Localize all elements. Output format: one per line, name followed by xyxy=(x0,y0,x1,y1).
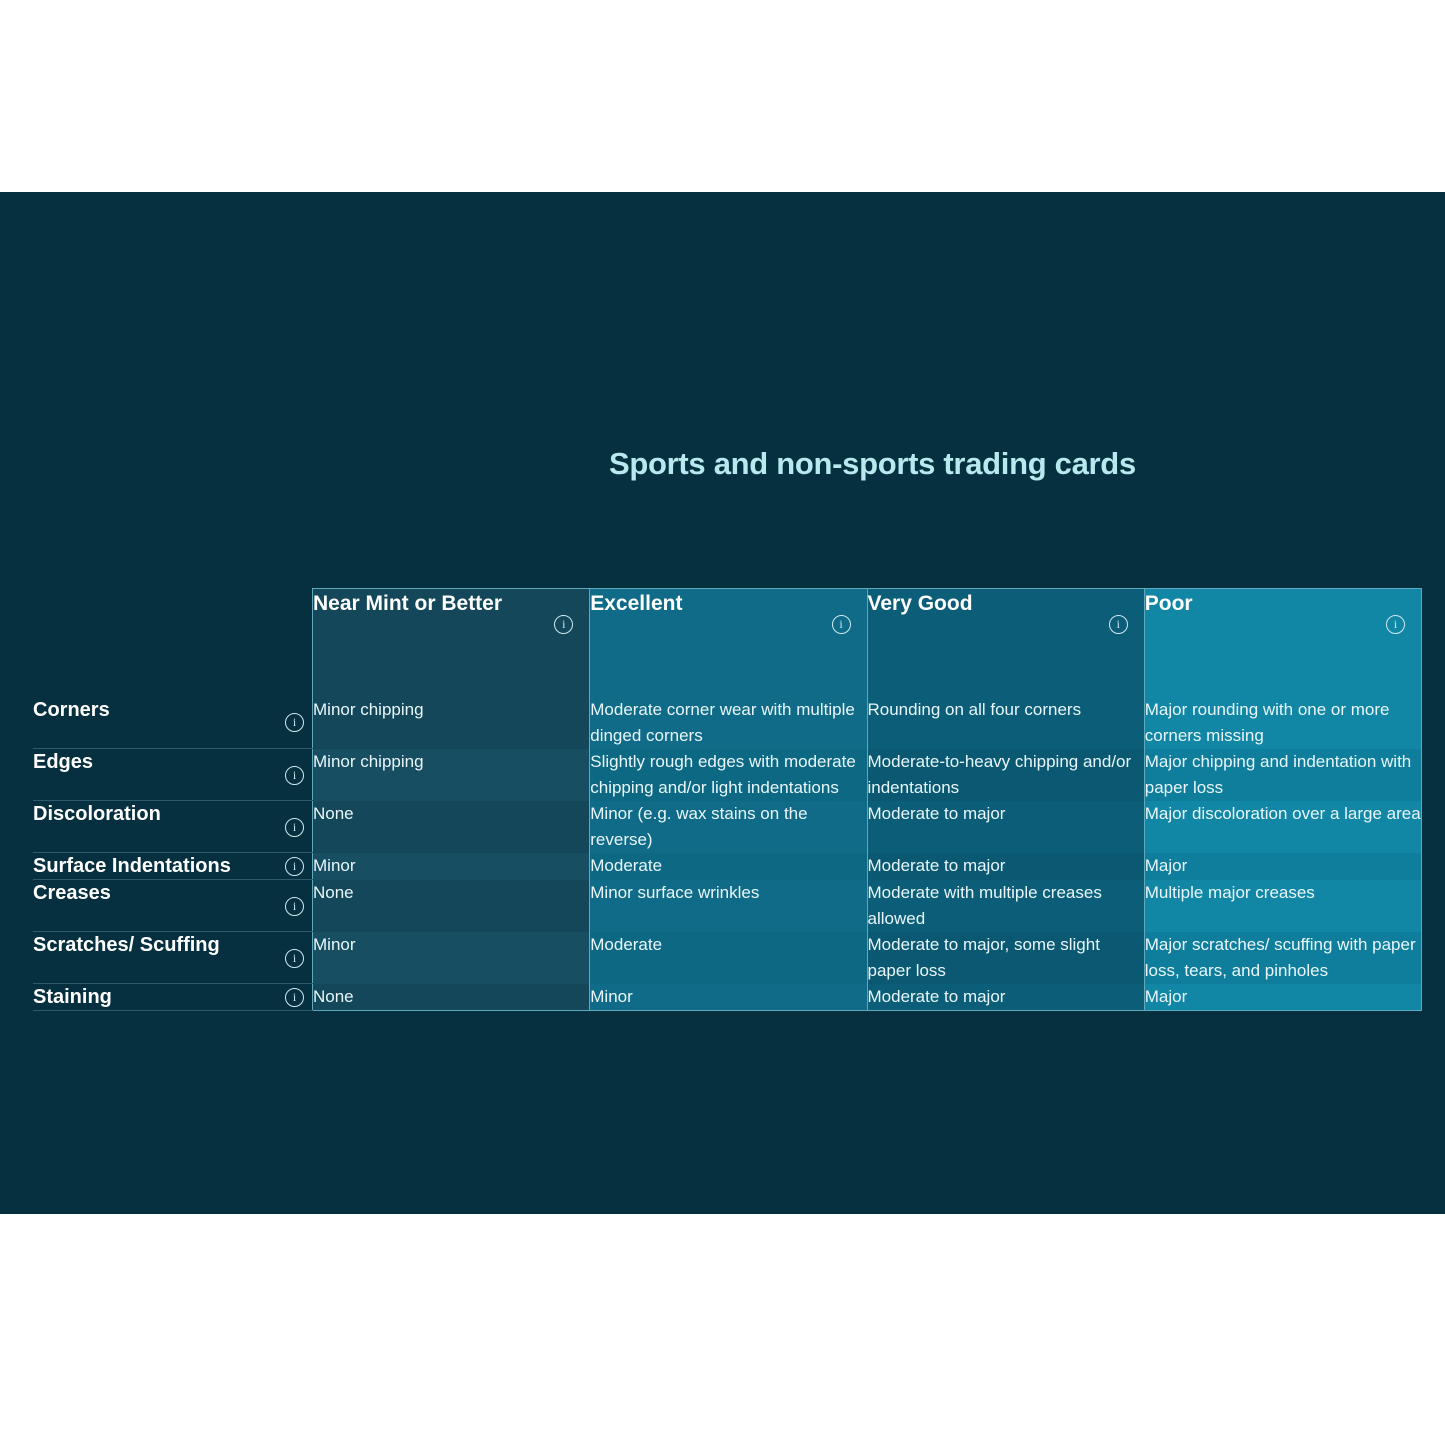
column-header-excellent xyxy=(590,589,867,697)
column-header-label: Excellent xyxy=(590,592,683,615)
cell-staining-excellent: Minor xyxy=(590,984,867,1011)
table-row xyxy=(33,880,1422,932)
cell-scratches-very-good: Moderate to major, some slight paper loss xyxy=(867,932,1144,984)
cell-discoloration-poor: Major discoloration over a large area xyxy=(1144,801,1421,853)
info-icon[interactable]: i xyxy=(554,615,573,634)
row-label-text: Surface Indentations xyxy=(33,855,231,877)
row-label-surface-indentations xyxy=(33,853,313,880)
grading-standards-table xyxy=(33,588,1422,1011)
cell-corners-poor: Major rounding with one or more corners missing xyxy=(1144,697,1421,749)
info-icon[interactable]: i xyxy=(1386,615,1405,634)
table-corner-spacer xyxy=(33,589,313,697)
row-label-creases xyxy=(33,880,313,932)
table-row xyxy=(33,984,1422,1011)
row-label-text: Corners xyxy=(33,698,110,721)
row-label-text: Edges xyxy=(33,751,94,773)
row-label-text: Discoloration xyxy=(33,803,161,825)
cell-staining-very-good: Moderate to major xyxy=(867,984,1144,1011)
cell-surface-very-good: Moderate to major xyxy=(867,853,1144,880)
cell-staining-near-mint: None xyxy=(313,984,590,1011)
table-row xyxy=(33,801,1422,853)
info-icon[interactable]: i xyxy=(285,949,304,968)
cell-edges-very-good: Moderate-to-heavy chipping and/or indentations xyxy=(867,749,1144,801)
column-header-label: Very Good xyxy=(867,592,973,615)
cell-surface-poor: Major xyxy=(1144,853,1421,880)
row-label-discoloration xyxy=(33,801,313,853)
row-label-corners xyxy=(33,697,313,749)
table-row xyxy=(33,749,1422,801)
row-label-scratches-scuffing xyxy=(33,932,313,984)
table-row xyxy=(33,697,1422,749)
cell-discoloration-very-good: Moderate to major xyxy=(867,801,1144,853)
info-icon[interactable]: i xyxy=(285,857,304,876)
info-icon[interactable]: i xyxy=(1109,615,1128,634)
cell-creases-poor: Multiple major creases xyxy=(1144,880,1421,932)
row-label-text: Staining xyxy=(33,986,112,1008)
info-icon[interactable]: i xyxy=(285,713,304,732)
cell-corners-excellent: Moderate corner wear with multiple dinged corners xyxy=(590,697,867,749)
info-icon[interactable]: i xyxy=(285,818,304,837)
cell-surface-near-mint: Minor xyxy=(313,853,590,880)
table-row xyxy=(33,932,1422,984)
row-label-staining xyxy=(33,984,313,1011)
info-icon[interactable]: i xyxy=(285,988,304,1007)
info-icon[interactable]: i xyxy=(285,766,304,785)
page-title: Sports and non-sports trading cards xyxy=(609,446,1136,481)
cell-discoloration-excellent: Minor (e.g. wax stains on the reverse) xyxy=(590,801,867,853)
cell-scratches-poor: Major scratches/ scuffing with paper loss, tears, and pinholes xyxy=(1144,932,1421,984)
column-header-label: Near Mint or Better xyxy=(313,592,503,615)
cell-edges-near-mint: Minor chipping xyxy=(313,749,590,801)
cell-surface-excellent: Moderate xyxy=(590,853,867,880)
cell-corners-very-good: Rounding on all four corners xyxy=(867,697,1144,749)
row-label-text: Scratches/ Scuffing xyxy=(33,934,220,956)
column-header-label: Poor xyxy=(1144,592,1193,615)
column-header-poor xyxy=(1144,589,1421,697)
row-label-edges xyxy=(33,749,313,801)
table-header-row xyxy=(33,589,1422,697)
grading-panel xyxy=(0,192,1445,1214)
info-icon[interactable]: i xyxy=(285,897,304,916)
column-header-near-mint xyxy=(313,589,590,697)
info-icon[interactable]: i xyxy=(832,615,851,634)
cell-creases-very-good: Moderate with multiple creases allowed xyxy=(867,880,1144,932)
cell-scratches-excellent: Moderate xyxy=(590,932,867,984)
row-label-text: Creases xyxy=(33,882,111,904)
cell-corners-near-mint: Minor chipping xyxy=(313,697,590,749)
cell-staining-poor: Major xyxy=(1144,984,1421,1011)
cell-scratches-near-mint: Minor xyxy=(313,932,590,984)
cell-creases-excellent: Minor surface wrinkles xyxy=(590,880,867,932)
cell-edges-poor: Major chipping and indentation with paper loss xyxy=(1144,749,1421,801)
cell-creases-near-mint: None xyxy=(313,880,590,932)
cell-edges-excellent: Slightly rough edges with moderate chipping and/or light indentations xyxy=(590,749,867,801)
column-header-very-good xyxy=(867,589,1144,697)
cell-discoloration-near-mint: None xyxy=(313,801,590,853)
table-row xyxy=(33,853,1422,880)
